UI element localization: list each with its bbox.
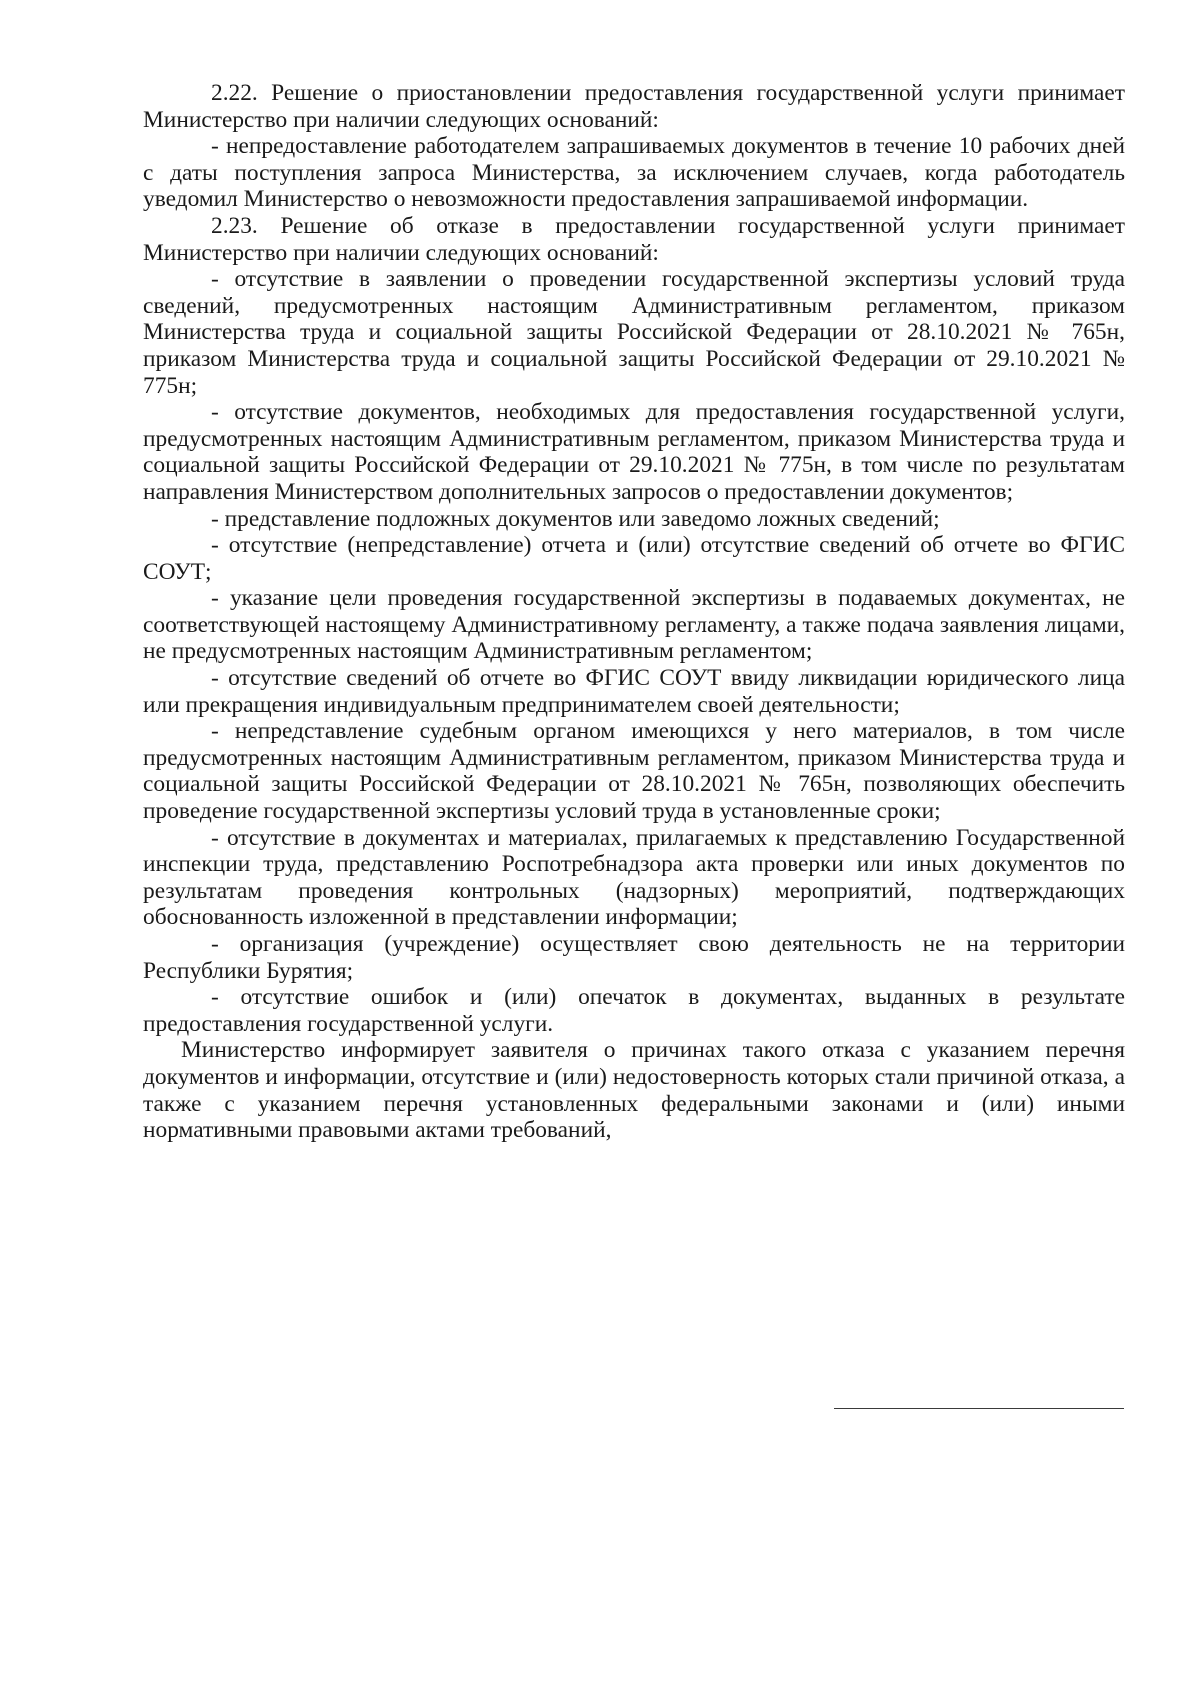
paragraph-refusal-ground-2: - отсутствие документов, необходимых для предоставления государственной услуги, предусмотренных настоящим Административным регламентом, приказом Министерства труда и социальной защиты Российской Федерации от 29.10.2021 № 775н, в том числе по результатам направления Министерством дополнительных запросов о предоставлении документов; bbox=[143, 399, 1125, 505]
paragraph-2-22: 2.22. Решение о приостановлении предоставления государственной услуги принимает Министерство при наличии следующих оснований: bbox=[143, 80, 1125, 133]
paragraph-2-23: 2.23. Решение об отказе в предоставлении государственной услуги принимает Министерство при наличии следующих оснований: bbox=[143, 212, 1125, 266]
footer-rule bbox=[834, 1408, 1124, 1409]
paragraph-refusal-ground-7: - непредставление судебным органом имеющихся у него материалов, в том числе предусмотренных настоящим Административным регламентом, приказом Министерства труда и социальной защиты Российской Федерации от 28.10.2021 № 765н, позволяющих обеспечить проведение государственной экспертизы условий труда в установленные сроки; bbox=[143, 718, 1125, 825]
paragraph-ministry-informs: Министерство информирует заявителя о причинах такого отказа с указанием перечня документов и информации, отсутствие и (или) недостоверность которых стали причиной отказа, а также с указанием перечня установленных федеральными законами и (или) иными нормативными правовыми актами требований, bbox=[143, 1037, 1125, 1144]
paragraph-refusal-ground-9: - организация (учреждение) осуществляет свою деятельность не на территории Республики Бурятия; bbox=[143, 931, 1125, 984]
paragraph-refusal-ground-1: - отсутствие в заявлении о проведении государственной экспертизы условий труда сведений, предусмотренных настоящим Административным регламентом, приказом Министерства труда и социальной защиты Российской Федерации от 28.10.2021 № 765н, приказом Министерства труда и социальной защиты Российской Федерации от 29.10.2021 № 775н; bbox=[143, 266, 1125, 399]
paragraph-refusal-ground-8: - отсутствие в документах и материалах, прилагаемых к представлению Государственной инспекции труда, представлению Роспотребнадзора акта проверки или иных документов по результатам проведения контрольных (надзорных) мероприятий, подтверждающих обоснованность изложенной в представлении информации; bbox=[143, 824, 1125, 931]
paragraph-refusal-ground-5: - указание цели проведения государственной экспертизы в подаваемых документах, не соответствующей настоящему Административному регламенту, а также подача заявления лицами, не предусмотренных настоящим Административным регламентом; bbox=[143, 585, 1125, 665]
paragraph-refusal-ground-4: - отсутствие (непредставление) отчета и (или) отсутствие сведений об отчете во ФГИС СОУТ; bbox=[143, 532, 1125, 585]
paragraph-refusal-ground-3: - представление подложных документов или заведомо ложных сведений; bbox=[211, 505, 940, 532]
paragraph-suspension-ground: - непредоставление работодателем запрашиваемых документов в течение 10 рабочих дней с даты поступления запроса Министерства, за исключением случаев, когда работодатель уведомил Министерство о невозможности предоставления запрашиваемой информации. bbox=[143, 133, 1125, 213]
document-body bbox=[143, 80, 1125, 1144]
paragraph-refusal-ground-10: - отсутствие ошибок и (или) опечаток в документах, выданных в результате предоставления государственной услуги. bbox=[143, 984, 1125, 1037]
paragraph-refusal-ground-6: - отсутствие сведений об отчете во ФГИС СОУТ ввиду ликвидации юридического лица или прекращения индивидуальным предпринимателем своей деятельности; bbox=[143, 665, 1125, 718]
